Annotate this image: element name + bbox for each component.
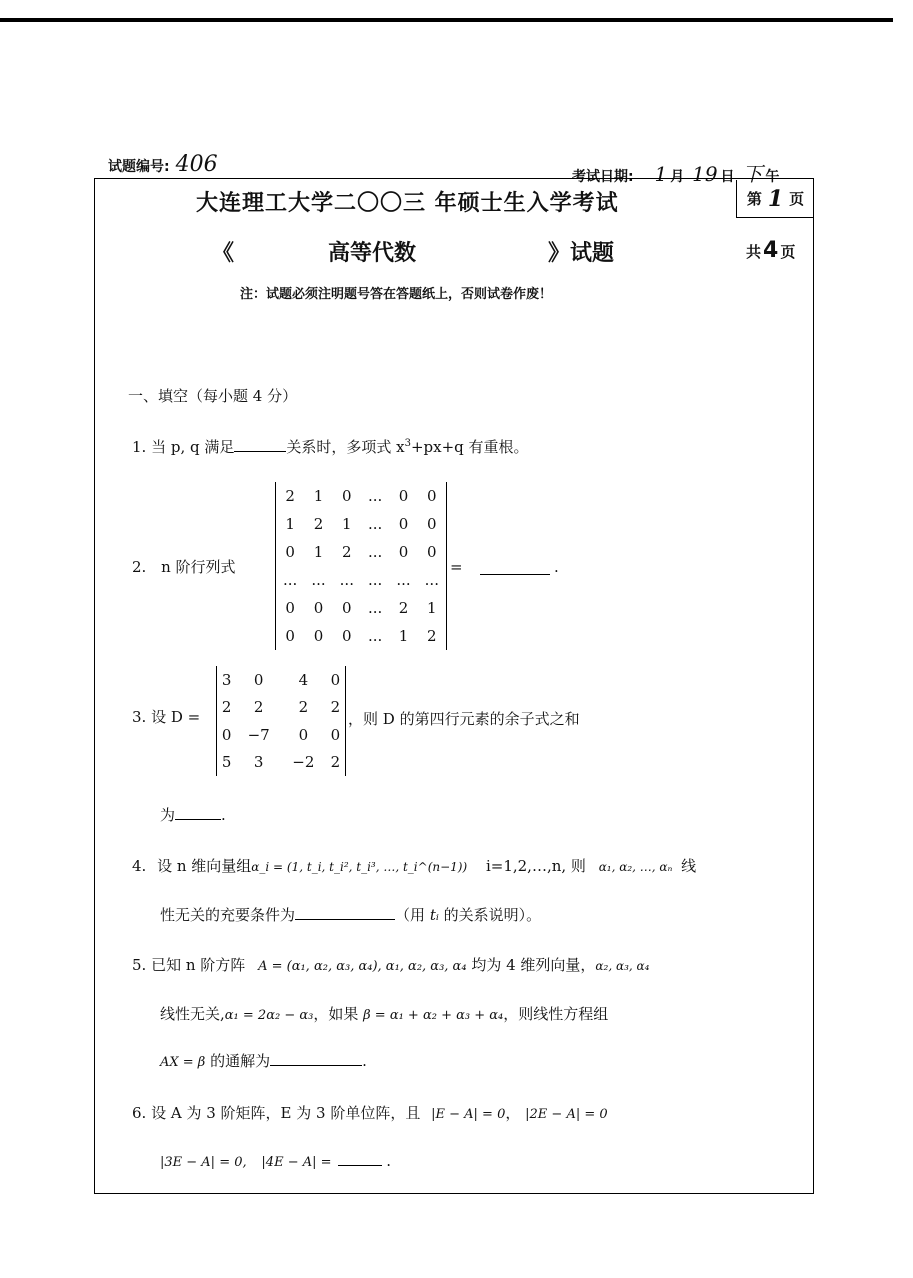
q5-formula-c: α₁ = 2α₂ − α₃	[224, 1008, 314, 1023]
q5-line3-text: 的通解为	[210, 1052, 271, 1070]
q3-determinant-cell: 0	[330, 725, 341, 744]
q2-determinant-cell: 1	[398, 627, 409, 645]
q3-blank	[175, 807, 221, 820]
q5-formula-e: AX = β	[160, 1055, 206, 1070]
q3-determinant-cell: 0	[330, 670, 341, 689]
q3-determinant-cell: 3	[253, 753, 264, 772]
q2-blank	[480, 562, 550, 575]
subject-close: 》试题	[548, 241, 615, 266]
q2-determinant-cell: 0	[398, 543, 409, 561]
q3-end: .	[221, 806, 226, 824]
q2-determinant-cell: 1	[313, 487, 324, 505]
q2-determinant-cell: 0	[398, 487, 409, 505]
q2-determinant-cell: ...	[367, 515, 383, 533]
q2-determinant-cell: 2	[313, 515, 324, 533]
q1-number: 1.	[132, 438, 147, 456]
q5-formula-b: α₂, α₃, α₄	[595, 959, 650, 973]
exam-notice: 注：试题必须注明题号答在答题纸上，否则试卷作废！	[240, 287, 553, 302]
q5-line2-c: ，则线性方程组	[503, 1005, 609, 1023]
q2-determinant-row	[276, 482, 446, 510]
q5-formula-d: β = α₁ + α₂ + α₃ + α₄	[363, 1008, 504, 1023]
q2-determinant-cell: ...	[283, 571, 298, 589]
q3-determinant-cell: 2	[221, 698, 232, 717]
q2-determinant-cell: 0	[398, 515, 409, 533]
q3-determinant-cell: 3	[221, 670, 232, 689]
q4-text-b: i=1,2,…,n, 则	[485, 857, 586, 875]
question-2-label	[132, 556, 236, 577]
q2-determinant-cell: 0	[427, 487, 437, 505]
q3-determinant-cell: 2	[298, 698, 309, 717]
total-pages	[746, 238, 795, 263]
q4-blank	[295, 907, 395, 920]
question-6	[132, 1102, 608, 1123]
q1-superscript: 3	[404, 438, 411, 449]
q1-text-c: +px+q 有重根。	[410, 438, 529, 456]
question-6-line2	[160, 1152, 391, 1170]
subject-open-bracket: 《	[212, 241, 235, 266]
q4-line2-c: 的关系说明）。	[443, 906, 542, 924]
top-border-line	[0, 18, 893, 22]
q3-determinant-cell: 2	[330, 698, 341, 717]
q5-blank	[270, 1053, 362, 1066]
q2-determinant	[275, 482, 447, 650]
q2-determinant-cell: 1	[427, 599, 437, 617]
q6-text-a: 设 A 为 3 阶矩阵，E 为 3 阶单位阵，且	[151, 1104, 421, 1122]
q2-determinant-cell: 1	[313, 543, 324, 561]
q6-formula-3: |3E − A| = 0,	[160, 1155, 247, 1170]
q2-determinant-cell: ...	[367, 487, 383, 505]
q2-end: .	[554, 558, 559, 576]
q2-determinant-cell: ...	[311, 571, 326, 589]
q2-determinant-cell: ...	[339, 571, 354, 589]
q3-number: 3.	[132, 708, 147, 726]
q2-determinant-table	[276, 482, 446, 650]
q2-determinant-cell: 2	[342, 543, 352, 561]
q6-formula-2: |2E − A| = 0	[525, 1107, 608, 1122]
q2-determinant-cell: 0	[313, 627, 324, 645]
page-number: 1	[767, 185, 784, 212]
q2-determinant-cell: 0	[342, 487, 352, 505]
q5-text-b: 均为 4 维列向量，	[471, 956, 596, 974]
q4-text-a: 设 n 维向量组	[157, 857, 252, 875]
section-heading: 一、填空（每小题 4 分）	[128, 387, 298, 405]
q3-determinant-row	[217, 721, 345, 749]
q1-text-a: 当 p, q 满足	[151, 438, 235, 456]
q3-determinant-cell: 0	[253, 670, 264, 689]
exam-title: 大连理工大学二〇〇三 年硕士生入学考试	[196, 191, 619, 216]
q3-determinant-cell: −2	[292, 753, 315, 772]
exam-date-label: 考试日期:	[572, 169, 634, 185]
q2-determinant-row	[276, 622, 446, 650]
q2-determinant-cell: 0	[427, 543, 437, 561]
q2-determinant-cell: 0	[342, 627, 352, 645]
q2-determinant-cell: ...	[367, 543, 383, 561]
exam-frame	[94, 178, 814, 1194]
q2-determinant-cell: 0	[313, 599, 324, 617]
q2-determinant-cell: 1	[342, 515, 352, 533]
page-number-box	[736, 180, 814, 218]
q2-label: n 阶行列式	[161, 558, 236, 576]
q6-separator: ，	[505, 1104, 521, 1122]
q4-formula: α_i = (1, t_i, t_i², t_i³, …, t_i^(n−1))	[251, 860, 468, 874]
q2-determinant-cell: 2	[427, 627, 437, 645]
q2-determinant-cell: ...	[396, 571, 411, 589]
date-month: 1	[654, 162, 668, 186]
q5-end: .	[362, 1052, 367, 1070]
q4-text-c: 线	[681, 857, 697, 875]
q5-text-a: 已知 n 阶方阵	[151, 956, 246, 974]
q3-line2-text: 为	[160, 806, 176, 824]
q3-text-after: ，则 D 的第四行元素的余子式之和	[348, 710, 580, 728]
exam-code	[108, 152, 218, 177]
question-1	[132, 436, 529, 457]
q2-determinant-row	[276, 594, 446, 622]
q3-determinant-row	[217, 694, 345, 722]
q6-formula-4: |4E − A| =	[261, 1155, 332, 1170]
q2-determinant-row	[276, 510, 446, 538]
q2-number: 2.	[132, 558, 147, 576]
q3-label: 设 D =	[151, 708, 201, 726]
q1-text-b: 关系时，多项式 x	[286, 438, 405, 456]
q4-ti: tᵢ	[429, 906, 439, 924]
question-5-line3	[160, 1050, 367, 1071]
q2-determinant-cell: 0	[285, 627, 295, 645]
q5-number: 5.	[132, 956, 147, 974]
q6-blank	[338, 1153, 382, 1166]
q6-end: .	[386, 1152, 392, 1170]
q1-blank	[234, 439, 286, 452]
q5-line2-a: 线性无关,	[160, 1005, 225, 1023]
q6-number: 6.	[132, 1104, 147, 1122]
q4-line2-a: 性无关的充要条件为	[160, 906, 296, 924]
date-day: 19	[692, 162, 718, 186]
q3-determinant-cell: 0	[221, 725, 232, 744]
date-half: 下	[742, 162, 763, 186]
q2-determinant-cell: ...	[367, 571, 383, 589]
q2-determinant-row	[276, 566, 446, 594]
q3-determinant-table	[217, 666, 345, 776]
subject-name: 高等代数	[328, 241, 417, 266]
question-4-line2	[160, 904, 541, 925]
exam-code-label: 试题编号:	[108, 159, 170, 175]
total-prefix: 共	[746, 243, 762, 261]
date-month-unit: 月	[670, 169, 685, 185]
q2-determinant-cell: 0	[342, 599, 352, 617]
q3-determinant-cell: 5	[221, 753, 232, 772]
q3-line2	[160, 804, 226, 825]
q4-line2-b: （用	[395, 906, 426, 924]
q3-determinant-row	[217, 666, 345, 694]
q2-determinant-cell: ...	[367, 599, 383, 617]
q5-formula-a: A = (α₁, α₂, α₃, α₄), α₁, α₂, α₃, α₄	[258, 959, 467, 974]
question-3-label	[132, 706, 200, 727]
q3-determinant-row	[217, 749, 345, 777]
q2-determinant-cell: 0	[285, 543, 295, 561]
total-suffix: 页	[780, 243, 796, 261]
date-half-unit: 午	[765, 169, 780, 185]
question-5-line2	[160, 1003, 608, 1024]
q3-determinant-cell: −7	[247, 725, 270, 744]
q3-determinant-cell: 4	[298, 670, 309, 689]
q3-determinant-cell: 0	[298, 725, 309, 744]
q3-determinant-cell: 2	[330, 753, 341, 772]
q3-determinant-cell: 2	[253, 698, 264, 717]
q2-determinant-cell: 2	[398, 599, 409, 617]
q2-determinant-cell: 2	[285, 487, 295, 505]
total-number: 4	[763, 238, 779, 263]
date-day-unit: 日	[720, 169, 735, 185]
q2-determinant-cell: 0	[427, 515, 437, 533]
q4-number: 4.	[132, 857, 147, 875]
q2-determinant-row	[276, 538, 446, 566]
q2-determinant-cell: ...	[424, 571, 439, 589]
q2-determinant-cell: 1	[285, 515, 295, 533]
q4-vectors: α₁, α₂, …, αₙ	[598, 860, 673, 874]
q2-equals: =	[450, 558, 463, 576]
q2-determinant-cell: ...	[367, 627, 383, 645]
question-5	[132, 954, 649, 975]
page-suffix: 页	[789, 190, 805, 208]
q5-line2-b: ，如果	[313, 1005, 359, 1023]
page-prefix: 第	[746, 190, 762, 208]
q3-determinant	[216, 666, 346, 776]
question-4	[132, 855, 696, 876]
q6-formula-1: |E − A| = 0	[431, 1107, 506, 1122]
q2-determinant-cell: 0	[285, 599, 295, 617]
exam-code-value: 406	[175, 152, 218, 177]
